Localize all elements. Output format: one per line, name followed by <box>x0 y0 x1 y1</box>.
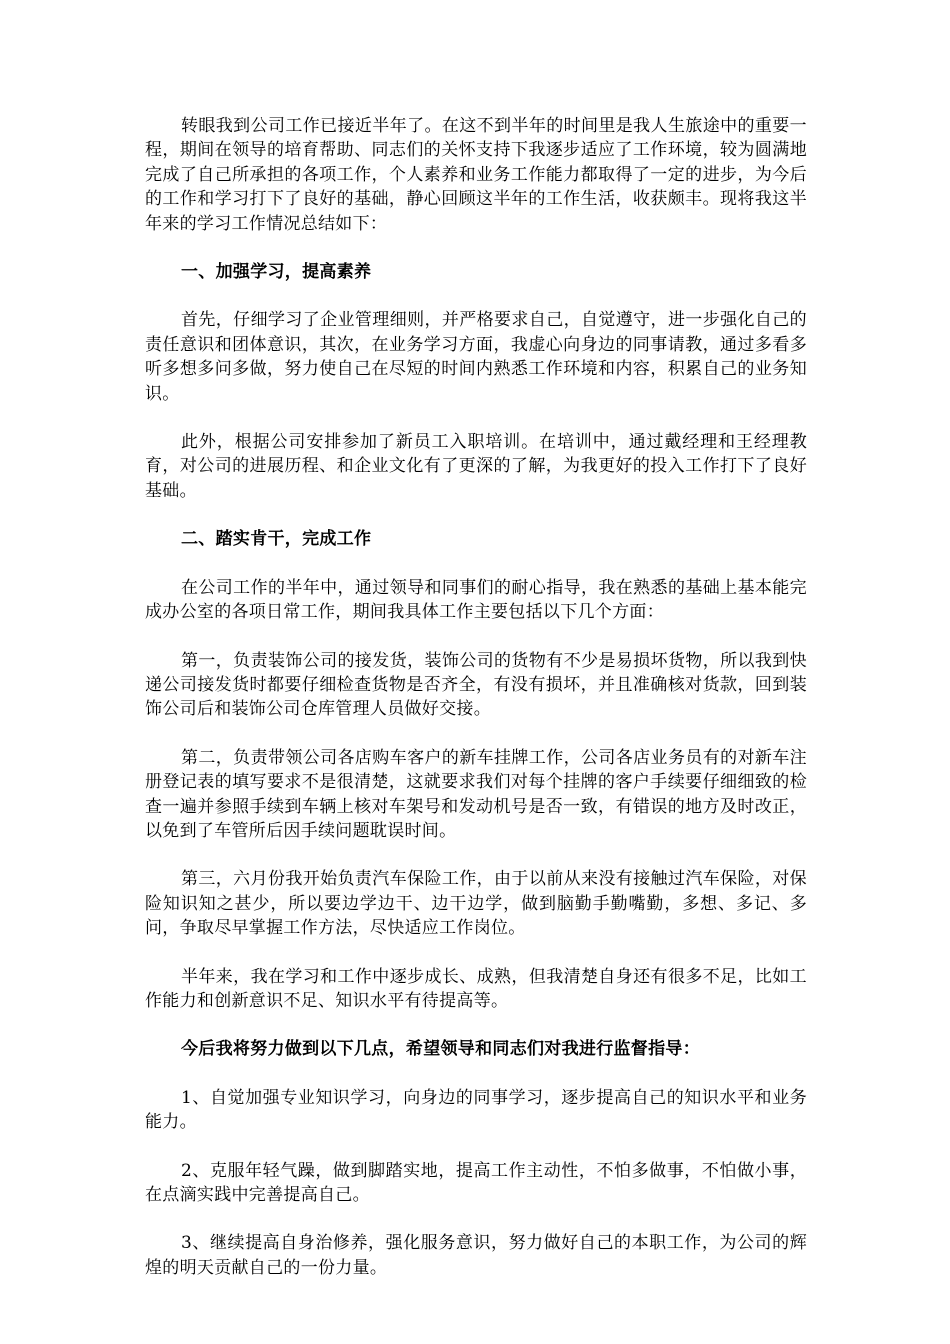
paragraph-study-rules: 首先，仔细学习了企业管理细则，并严格要求自己，自觉遵守，进一步强化自己的责任意识和团体意识，其次，在业务学习方面，我虚心向身边的同事请教，通过多看多听多想多问多做，努力使自己在尽短的时间内熟悉工作环境和内容，积累自己的业务知识。 <box>145 310 807 404</box>
list-item-1: 1、自觉加强专业知识学习，向身边的同事学习，逐步提高自己的知识水平和业务能力。 <box>145 1087 807 1133</box>
paragraph-third-duty: 第三，六月份我开始负责汽车保险工作，由于以前从来没有接触过汽车保险，对保险知识知之甚少，所以要边学边干、边干边学，做到脑勤手勤嘴勤，多想、多记、多问，争取尽早掌握工作方法，尽快适应工作岗位。 <box>145 869 807 939</box>
section-heading-3: 今后我将努力做到以下几点，希望领导和同志们对我进行监督指导： <box>181 1039 700 1060</box>
list-item-2: 2、克服年轻气躁，做到脚踏实地，提高工作主动性，不怕多做事，不怕做小事，在点滴实践中完善提高自己。 <box>145 1160 807 1205</box>
list-item-3: 3、继续提高自身治修养，强化服务意识，努力做好自己的本职工作，为公司的辉煌的明天贡献自己的一份力量。 <box>145 1233 807 1278</box>
paragraph-reflection: 半年来，我在学习和工作中逐步成长、成熟，但我清楚自身还有很多不足，比如工作能力和创新意识不足、知识水平有待提高等。 <box>145 966 807 1011</box>
paragraph-training: 此外，根据公司安排参加了新员工入职培训。在培训中，通过戴经理和王经理教育，对公司的进展历程、和企业文化有了更深的了解，为我更好的投入工作打下了良好基础。 <box>145 432 807 501</box>
section-heading-1: 一、加强学习，提高素养 <box>181 262 372 283</box>
paragraph-first-duty: 第一，负责装饰公司的接发货，装饰公司的货物有不少是易损坏货物，所以我到快递公司接发货时都要仔细检查货物是否齐全，有没有损坏，并且准确核对货款，回到装饰公司后和装饰公司仓库管理人员做好交接。 <box>145 650 807 720</box>
paragraph-work-overview: 在公司工作的半年中，通过领导和同事们的耐心指导，我在熟悉的基础上基本能完成办公室的各项日常工作，期间我具体工作主要包括以下几个方面： <box>145 577 807 623</box>
document-body <box>145 114 807 1304</box>
paragraph-second-duty: 第二，负责带领公司各店购车客户的新车挂牌工作，公司各店业务员有的对新车注册登记表的填写要求不是很清楚，这就要求我们对每个挂牌的客户手续要仔细细致的检查一遍并参照手续到车辆上核对车架号和发动机号是否一致，有错误的地方及时改正，以免到了车管所后因手续问题耽误时间。 <box>145 747 807 841</box>
section-heading-2: 二、踏实肯干，完成工作 <box>181 529 372 550</box>
intro-paragraph: 转眼我到公司工作已接近半年了。在这不到半年的时间里是我人生旅途中的重要一程，期间在领导的培育帮助、同志们的关怀支持下我逐步适应了工作环境，较为圆满地完成了自己所承担的各项工作，个人素养和业务工作能力都取得了一定的进步，为今后的工作和学习打下了良好的基础，静心回顾这半年的工作生活，收获颇丰。现将我这半年来的学习工作情况总结如下： <box>145 116 807 234</box>
